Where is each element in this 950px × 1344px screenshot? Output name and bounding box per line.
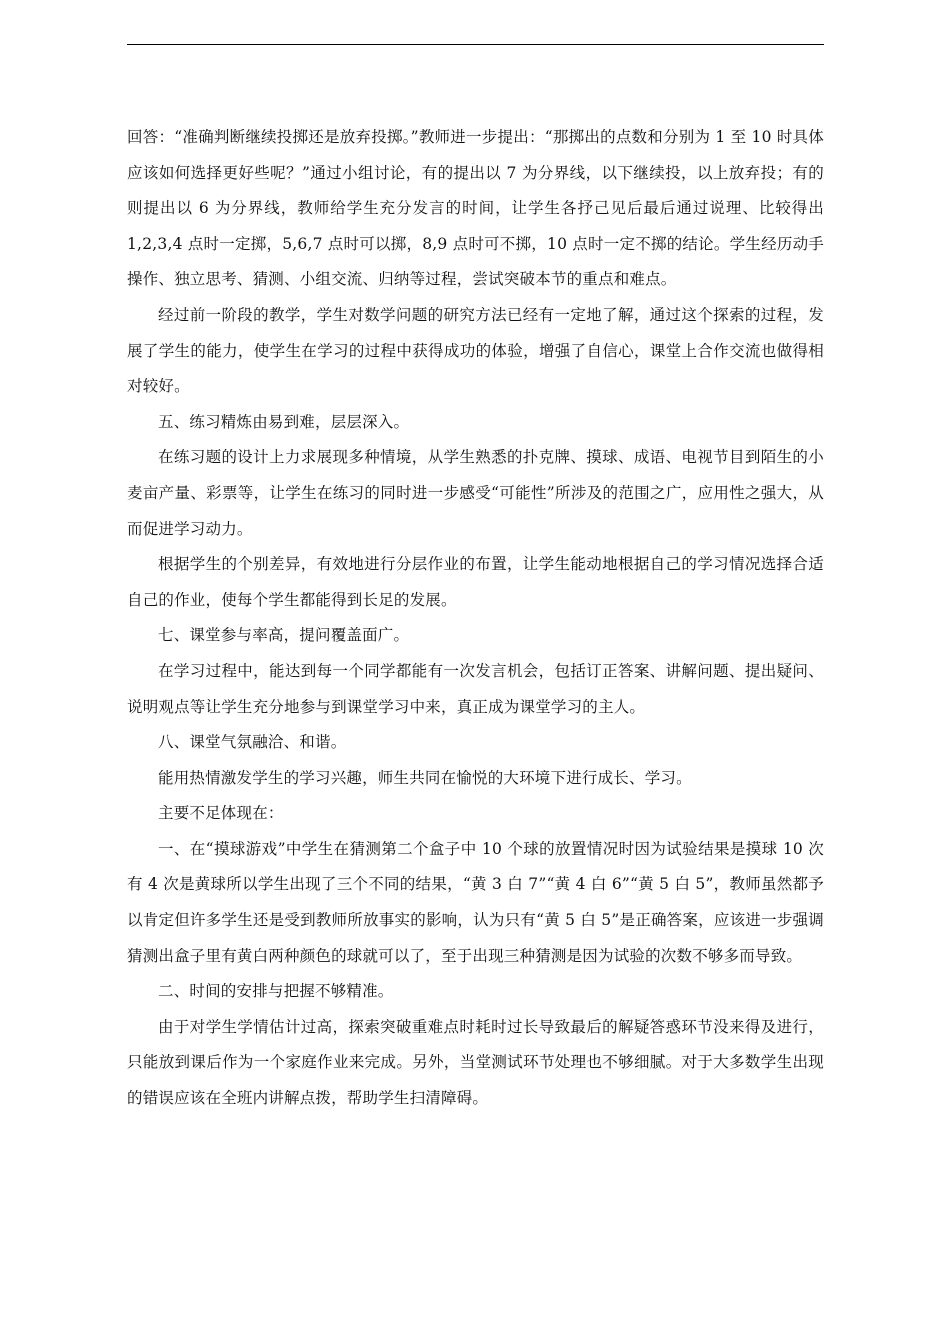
paragraph-2: 经过前一阶段的教学，学生对数学问题的研究方法已经有一定地了解，通过这个探索的过程，发展了学生的能力，使学生在学习的过程中获得成功的体验，增强了自信心，课堂上合作交流也做得相对较好。 <box>127 305 824 396</box>
section-heading-8: 八、课堂气氛融洽、和谐。 <box>158 733 347 752</box>
paragraph-13: 由于对学生学情估计过高，探索突破重难点时耗时过长导致最后的解疑答惑环节没来得及进行，只能放到课后作为一个家庭作业来完成。另外，当堂测试环节处理也不够细腻。对于大多数学生出现的错误应该在全班内讲解点拨，帮助学生扫清障碍。 <box>127 1017 824 1108</box>
paragraph-11: 一、在“摸球游戏”中学生在猜测第二个盒子中 10 个球的放置情况时因为试验结果是摸球 10 次有 4 次是黄球所以学生出现了三个不同的结果，“黄 3 白 7”“黄 4 白 6”“黄 5 白 5”，教师虽然都予以肯定但许多学生还是受到教师所放事实的影响，认为只有“黄 5 白 5”是正确答案，应该进一步强调猜测出盒子里有黄白两种颜色的球就可以了，至于出现三种猜测是因为试验的次数不够多而导致。 <box>127 839 824 965</box>
header-rule <box>127 44 824 45</box>
shortcoming-heading-2: 二、时间的安排与把握不够精准。 <box>158 982 394 1001</box>
paragraph-9: 能用热情激发学生的学习兴趣，师生共同在愉悦的大环境下进行成长、学习。 <box>158 768 692 787</box>
document-body <box>127 120 824 1117</box>
paragraph-5: 根据学生的个别差异，有效地进行分层作业的布置，让学生能动地根据自己的学习情况选择合适自己的作业，使每个学生都能得到长足的发展。 <box>127 555 824 609</box>
paragraph-1: 回答：“准确判断继续投掷还是放弃投掷。”教师进一步提出：“那掷出的点数和分别为 1 至 10 时具体应该如何选择更好些呢？”通过小组讨论，有的提出以 7 为分界线，以下继续投，以上放弃投；有的则提出以 6 为分界线，教师给学生充分发言的时间，让学生各抒己见后最后通过说理、比较得出 1,2,3,4 点时一定掷，5,6,7 点时可以掷，8,9 点时可不掷，10 点时一定不掷的结论。学生经历动手操作、独立思考、猜测、小组交流、归纳等过程，尝试突破本节的重点和难点。 <box>127 128 824 289</box>
section-heading-5: 五、练习精炼由易到难，层层深入。 <box>158 412 410 431</box>
shortcomings-heading: 主要不足体现在： <box>158 804 284 823</box>
paragraph-7: 在学习过程中，能达到每一个同学都能有一次发言机会，包括订正答案、讲解问题、提出疑问、说明观点等让学生充分地参与到课堂学习中来，真正成为课堂学习的主人。 <box>127 661 824 716</box>
section-heading-7: 七、课堂参与率高，提问覆盖面广。 <box>158 626 410 645</box>
paragraph-4: 在练习题的设计上力求展现多种情境，从学生熟悉的扑克牌、摸球、成语、电视节目到陌生的小麦亩产量、彩票等，让学生在练习的同时进一步感受“可能性”所涉及的范围之广，应用性之强大，从而促进学习动力。 <box>127 448 824 538</box>
